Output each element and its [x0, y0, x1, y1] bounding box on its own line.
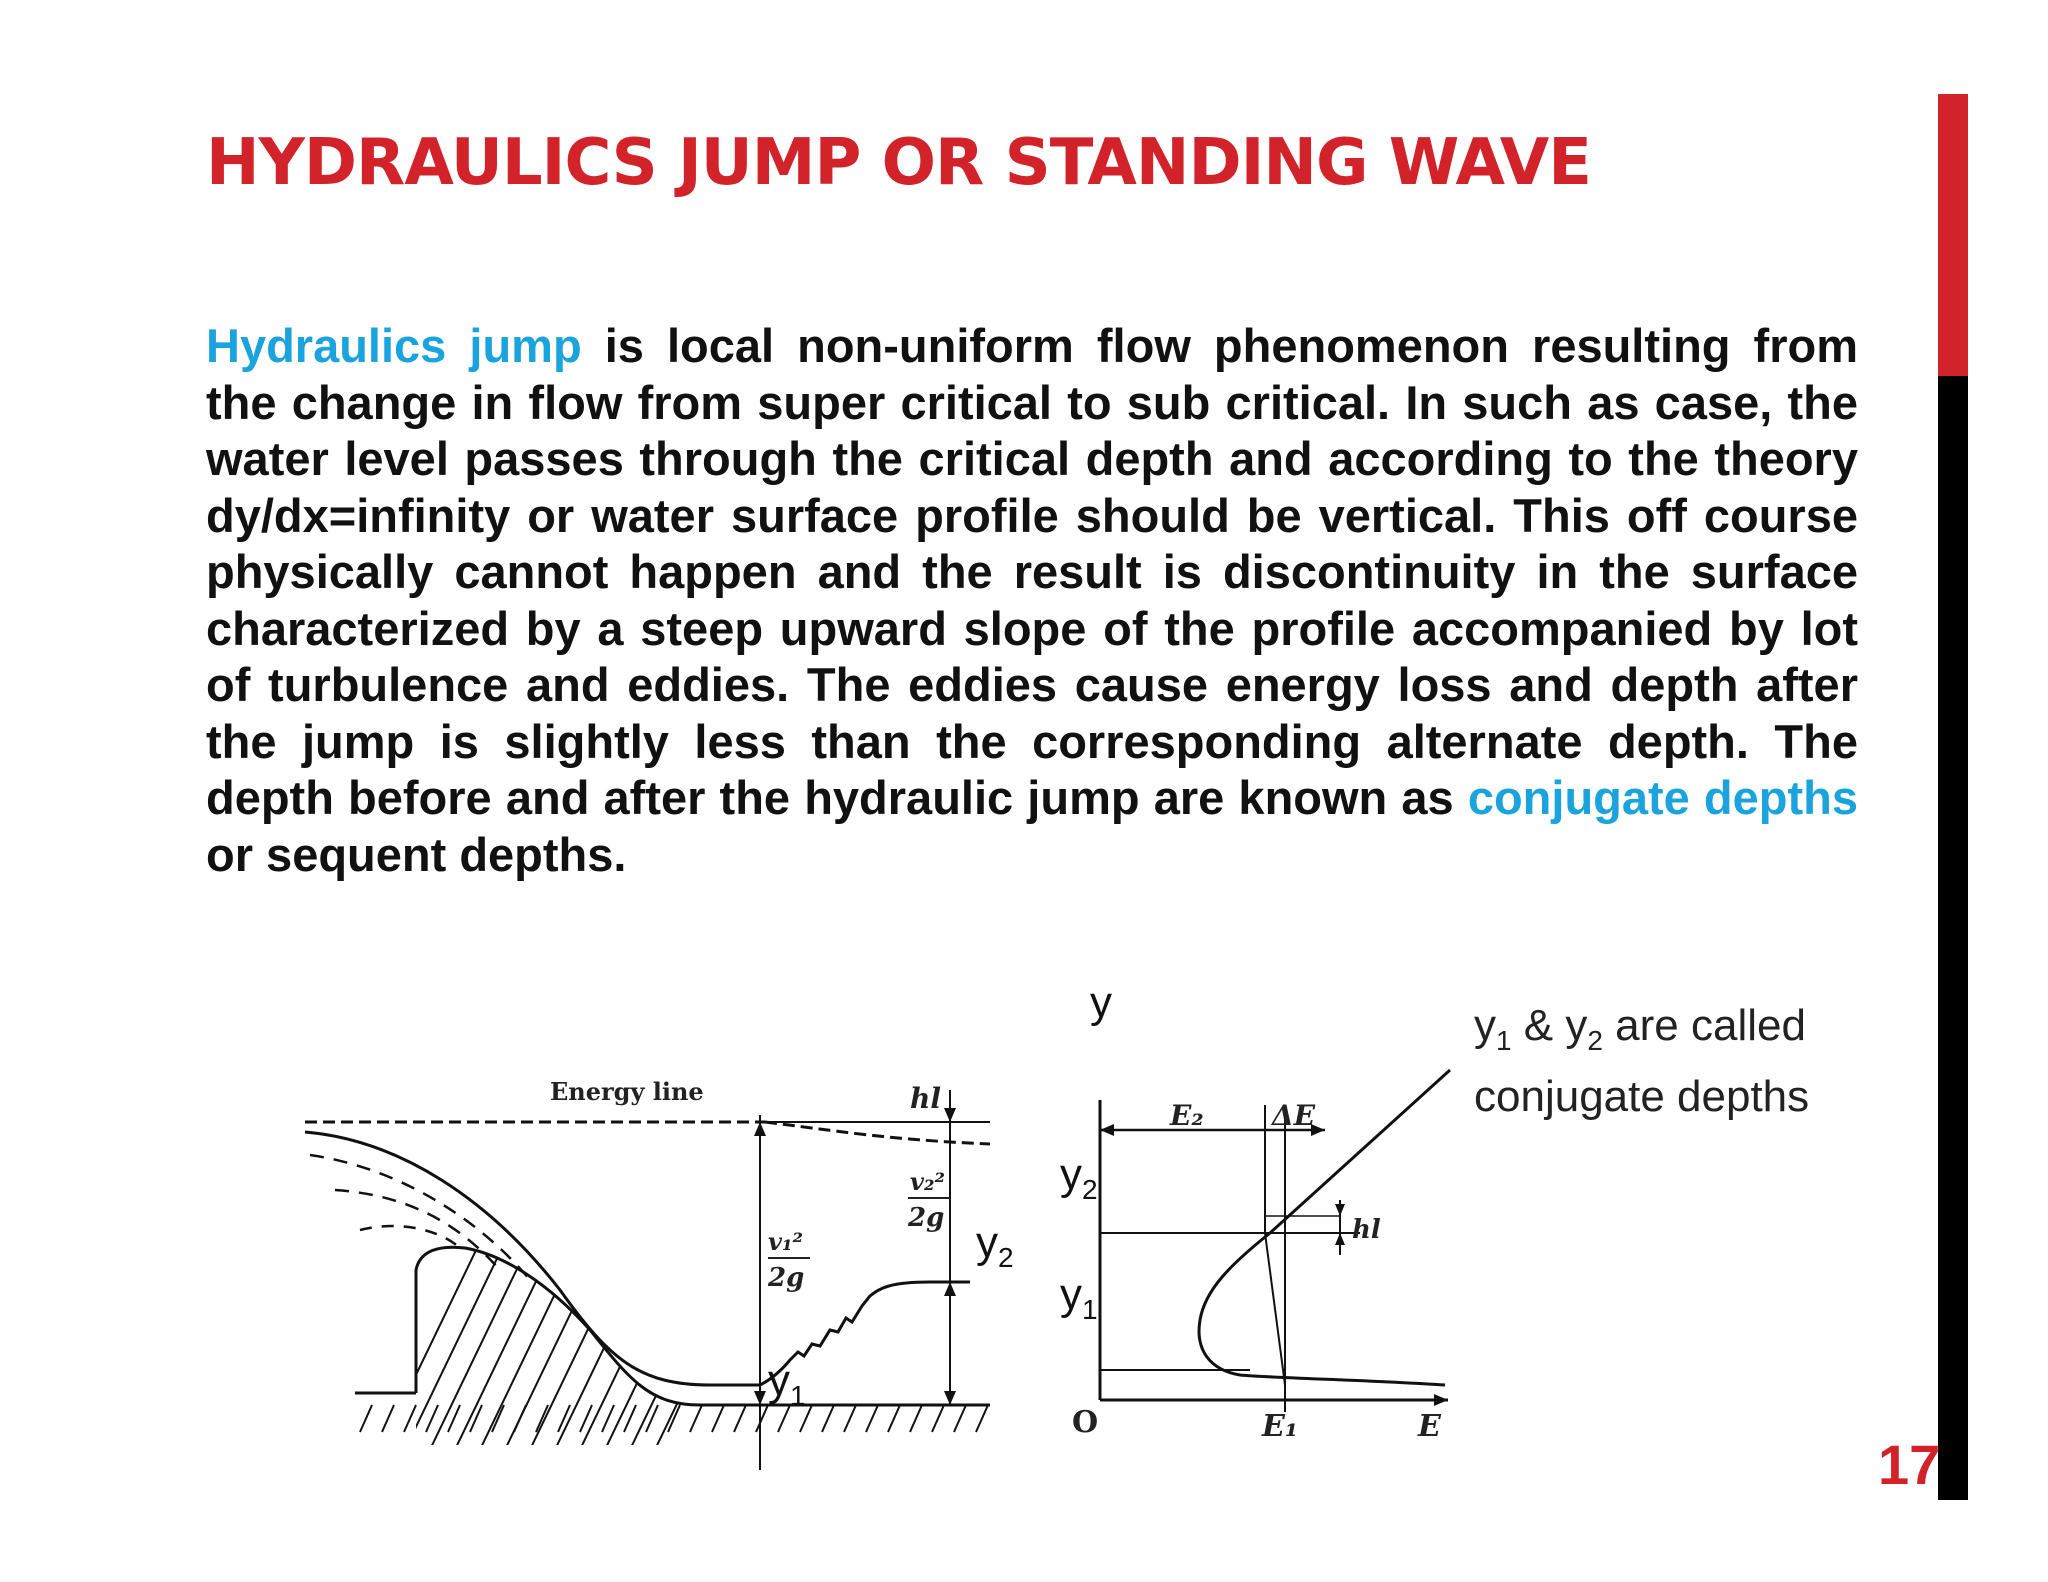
v2-numerator: v₂²: [910, 1167, 945, 1196]
hl-label-right: hl: [1352, 1215, 1381, 1245]
body-text-part1: is local non-uniform flow phenomenon resulting from the change in flow from super critical to sub critical. In such as case, the water level passes through the critical depth and according to the theory dy/dx=infinity or water surface profile should be vertical. This off course physically cannot happen and the result is discontinuity in the surface characterized by a steep upward slope of the profile accompanied by lot of turbulence and eddies. The eddies cause energy loss and depth after the jump is slightly less than the corresponding alternate depth. The depth before and after the hydraulic jump are known as: [206, 319, 1858, 824]
energy-line-label: Energy line: [550, 1077, 704, 1106]
spillway-jump-diagram: [290, 1060, 1010, 1480]
e1-label: E₁: [1262, 1409, 1299, 1444]
spillway-jump-figure: [290, 1060, 1014, 1480]
delta-e-label: ΔE: [1272, 1099, 1316, 1132]
hl-label-left: hl: [910, 1082, 941, 1115]
spillway-hatching: [375, 1190, 780, 1460]
note-line-1: $y_1$ & $y_2$ are called: [1474, 1001, 1806, 1056]
specific-energy-diagram: [1040, 980, 1460, 1460]
v1-numerator: v₁²: [768, 1227, 803, 1256]
y1-label-right: $y_1$: [1060, 1270, 1098, 1325]
term-conjugate-depths: conjugate depths: [1467, 771, 1858, 824]
y2-label-right: $y_2$: [1060, 1150, 1098, 1205]
e2-label: E₂: [1170, 1099, 1204, 1132]
side-bar-black: [1938, 376, 1968, 1500]
y1-label-left: $y_1$: [768, 1356, 806, 1411]
slide-number: 17: [1878, 1433, 1941, 1496]
v1-denominator: 2g: [768, 1263, 805, 1293]
e-axis-label: E: [1418, 1409, 1441, 1444]
origin-label: O: [1072, 1405, 1099, 1440]
body-text-part2: or sequent depths.: [206, 827, 627, 881]
specific-energy-figure: [1040, 980, 1460, 1460]
specific-energy-curve: [1199, 1070, 1450, 1385]
note-line-2: conjugate depths: [1474, 1071, 1810, 1121]
y-axis-label: y: [1090, 978, 1112, 1027]
body-paragraph: [206, 318, 1858, 883]
spillway-body: [416, 1247, 770, 1405]
y2-label-left: $y_2$: [976, 1218, 1014, 1273]
streamline-3: [360, 1226, 460, 1248]
energy-line-downstream: [765, 1122, 990, 1144]
term-hydraulics-jump: Hydraulics jump: [206, 319, 582, 372]
slide-title: HYDRAULICS JUMP OR STANDING WAVE: [206, 126, 1591, 200]
water-surface-upper: [305, 1132, 760, 1385]
conjugate-depths-note: [1474, 998, 1809, 1125]
v2-denominator: 2g: [908, 1203, 945, 1233]
side-bar-red: [1938, 94, 1968, 376]
